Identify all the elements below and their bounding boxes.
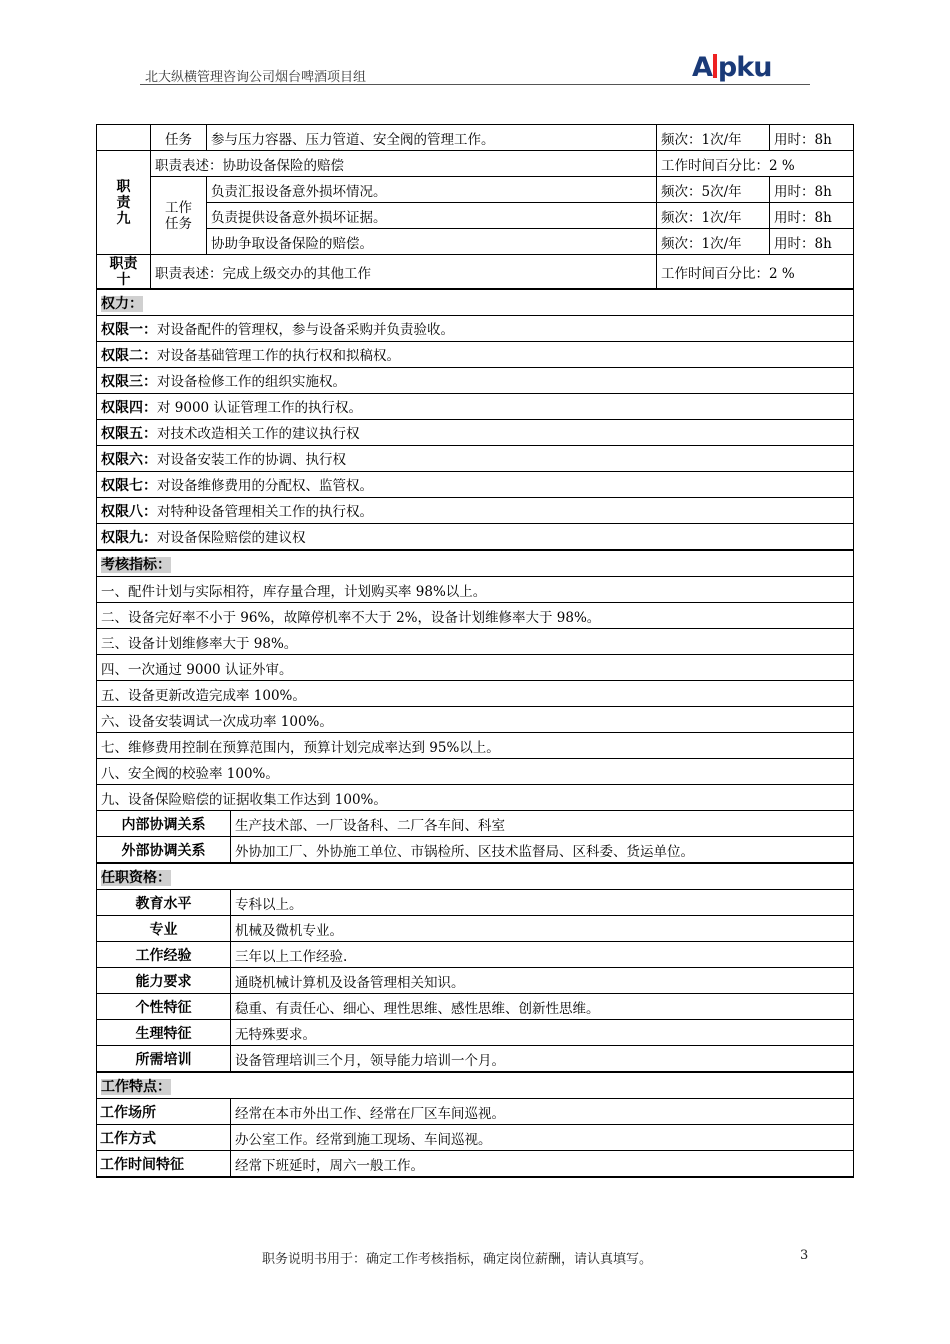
qualification-title-row	[97, 863, 854, 890]
authority-label: 权限九：	[101, 530, 157, 546]
kpi-item: 七、维修费用控制在预算范围内，预算计划完成率达到 95%以上。	[97, 733, 854, 759]
header-divider	[140, 84, 810, 85]
authority-text: 对技术改造相关工作的建议执行权	[157, 426, 360, 442]
relation-row	[97, 837, 854, 864]
authority-text: 对 9000 认证管理工作的执行权。	[157, 400, 362, 416]
relation-text: 生产技术部、一厂设备科、二厂各车间、科室	[231, 811, 854, 837]
work-feature-text: 经常下班延时，周六一般工作。	[231, 1151, 854, 1178]
duty9-task-time: 用时：8h	[770, 177, 854, 203]
task-frequency: 频次：1次/年	[657, 125, 770, 151]
kpi-title: 考核指标：	[97, 550, 854, 577]
authority-item	[97, 446, 854, 472]
authority-item	[97, 524, 854, 551]
page-number: 3	[800, 1248, 809, 1263]
authority-text: 对设备检修工作的组织实施权。	[157, 374, 346, 390]
kpi-title-row	[97, 550, 854, 577]
duty9-task-text: 负责汇报设备意外损坏情况。	[207, 177, 657, 203]
relation-label: 外部协调关系	[97, 837, 231, 864]
authority-title: 权力：	[97, 289, 854, 316]
duty9-task-frequency: 频次：1次/年	[657, 229, 770, 255]
authority-table	[96, 288, 854, 811]
duty9-percent: 工作时间百分比：2 %	[657, 151, 854, 177]
authority-item	[97, 342, 854, 368]
qualification-text: 专科以上。	[231, 890, 854, 916]
qualification-label: 所需培训	[97, 1046, 231, 1073]
qualification-row	[97, 890, 854, 916]
work-feature-row	[97, 1151, 854, 1178]
duty-table	[96, 124, 854, 289]
qualification-text: 三年以上工作经验.	[231, 942, 854, 968]
work-feature-text: 办公室工作。经常到施工现场、车间巡视。	[231, 1125, 854, 1151]
qualification-row	[97, 1046, 854, 1073]
duty10-label: 职责十	[97, 255, 151, 289]
authority-label: 权限三：	[101, 374, 157, 390]
authority-item	[97, 498, 854, 524]
duty9-task-row	[97, 177, 854, 203]
authority-item	[97, 368, 854, 394]
duty9-task-text: 协助争取设备保险的赔偿。	[207, 229, 657, 255]
duty10-row	[97, 255, 854, 289]
kpi-item: 八、安全阀的校验率 100%。	[97, 759, 854, 785]
work-feature-row	[97, 1099, 854, 1125]
qualification-label: 教育水平	[97, 890, 231, 916]
authority-label: 权限七：	[101, 478, 157, 494]
company-logo: A pku	[692, 52, 772, 83]
kpi-item: 六、设备安装调试一次成功率 100%。	[97, 707, 854, 733]
kpi-item: 四、一次通过 9000 认证外审。	[97, 655, 854, 681]
qualification-table	[96, 810, 854, 1178]
task-label: 任务	[151, 125, 207, 151]
duty10-percent: 工作时间百分比：2 %	[657, 255, 854, 289]
duty9-task-time: 用时：8h	[770, 203, 854, 229]
authority-item	[97, 420, 854, 446]
qualification-text: 通晓机械计算机及设备管理相关知识。	[231, 968, 854, 994]
duty9-task-label: 工作任务	[151, 177, 207, 255]
authority-item	[97, 472, 854, 498]
work-features-title: 工作特点：	[97, 1072, 854, 1099]
authority-item	[97, 394, 854, 420]
duty9-task-frequency: 频次：1次/年	[657, 203, 770, 229]
work-feature-label: 工作时间特征	[97, 1151, 231, 1178]
qualification-row	[97, 994, 854, 1020]
qualification-title: 任职资格：	[97, 863, 854, 890]
kpi-item: 二、设备完好率不小于 96%，故障停机率不大于 2%，设备计划维修率大于 98%。	[97, 603, 854, 629]
authority-label: 权限二：	[101, 348, 157, 364]
authority-text: 对设备安装工作的协调、执行权	[157, 452, 346, 468]
duty9-desc: 职责表述：协助设备保险的赔偿	[151, 151, 657, 177]
work-feature-text: 经常在本市外出工作、经常在厂区车间巡视。	[231, 1099, 854, 1125]
authority-text: 对设备配件的管理权，参与设备采购并负责验收。	[157, 322, 454, 338]
work-feature-label: 工作场所	[97, 1099, 231, 1125]
authority-text: 对设备保险赔偿的建议权	[157, 530, 306, 546]
relation-label: 内部协调关系	[97, 811, 231, 837]
duty9-task-row	[97, 229, 854, 255]
qualification-row	[97, 968, 854, 994]
duty9-task-text: 负责提供设备意外损坏证据。	[207, 203, 657, 229]
authority-text: 对设备维修费用的分配权、监管权。	[157, 478, 373, 494]
work-features-title-row	[97, 1072, 854, 1099]
authority-label: 权限五：	[101, 426, 157, 442]
authority-label: 权限八：	[101, 504, 157, 520]
duty9-desc-row	[97, 151, 854, 177]
qualification-text: 机械及微机专业。	[231, 916, 854, 942]
qualification-label: 生理特征	[97, 1020, 231, 1046]
duty9-label: 职责九	[97, 151, 151, 255]
authority-text: 对特种设备管理相关工作的执行权。	[157, 504, 373, 520]
kpi-item: 九、设备保险赔偿的证据收集工作达到 100%。	[97, 785, 854, 811]
duty-top-row	[97, 125, 854, 151]
authority-label: 权限六：	[101, 452, 157, 468]
header-company: 北大纵横管理咨询公司烟台啤酒项目组	[145, 70, 367, 85]
duty9-task-frequency: 频次：5次/年	[657, 177, 770, 203]
qualification-row	[97, 942, 854, 968]
qualification-text: 无特殊要求。	[231, 1020, 854, 1046]
qualification-text: 设备管理培训三个月，领导能力培训一个月。	[231, 1046, 854, 1073]
authority-title-row	[97, 289, 854, 316]
work-feature-label: 工作方式	[97, 1125, 231, 1151]
authority-label: 权限四：	[101, 400, 157, 416]
authority-text: 对设备基础管理工作的执行权和拟稿权。	[157, 348, 400, 364]
qualification-row	[97, 1020, 854, 1046]
footer-note: 职务说明书用于：确定工作考核指标，确定岗位薪酬，请认真填写。	[262, 1252, 653, 1267]
kpi-item: 五、设备更新改造完成率 100%。	[97, 681, 854, 707]
qualification-label: 专业	[97, 916, 231, 942]
duty10-desc: 职责表述：完成上级交办的其他工作	[151, 255, 657, 289]
kpi-item: 三、设备计划维修率大于 98%。	[97, 629, 854, 655]
authority-item	[97, 316, 854, 342]
job-description-form	[96, 124, 853, 1178]
duty9-task-row	[97, 203, 854, 229]
work-feature-row	[97, 1125, 854, 1151]
kpi-item: 一、配件计划与实际相符，库存量合理，计划购买率 98%以上。	[97, 577, 854, 603]
task-time: 用时：8h	[770, 125, 854, 151]
duty9-task-time: 用时：8h	[770, 229, 854, 255]
qualification-text: 稳重、有责任心、细心、理性思维、感性思维、创新性思维。	[231, 994, 854, 1020]
relation-text: 外协加工厂、外协施工单位、市锅检所、区技术监督局、区科委、货运单位。	[231, 837, 854, 864]
relation-row	[97, 811, 854, 837]
authority-label: 权限一：	[101, 322, 157, 338]
qualification-label: 个性特征	[97, 994, 231, 1020]
qualification-label: 能力要求	[97, 968, 231, 994]
task-text: 参与压力容器、压力管道、安全阀的管理工作。	[207, 125, 657, 151]
qualification-label: 工作经验	[97, 942, 231, 968]
qualification-row	[97, 916, 854, 942]
